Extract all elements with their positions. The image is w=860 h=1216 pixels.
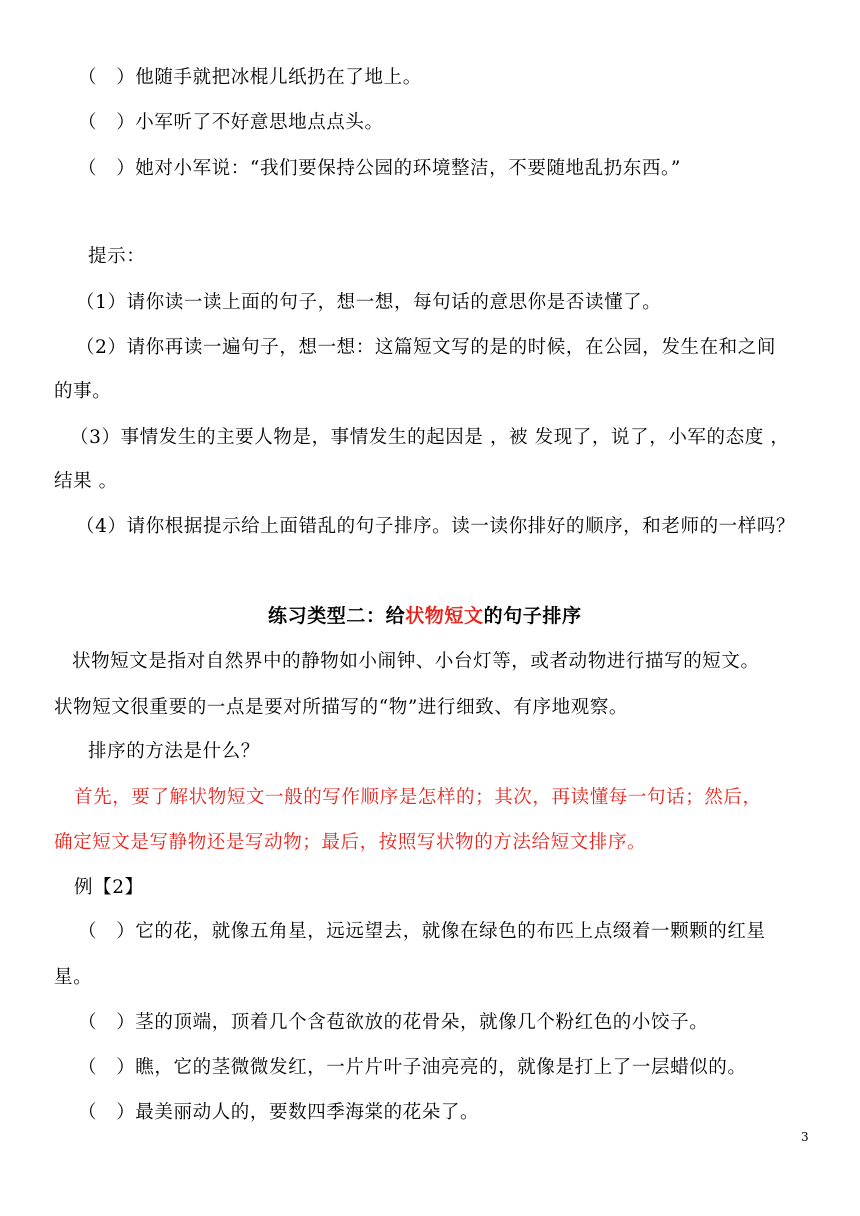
hint-label: 提示：: [88, 246, 146, 267]
list-item: （ ）瞧，它的茎微微发红，一片片叶子油亮亮的，就像是打上了一层蜡似的。: [78, 1057, 747, 1078]
intro-paragraph-cont: 状物短文很重要的一点是要对所描写的“物”进行细致、有序地观察。: [54, 697, 629, 718]
section-title-prefix: 练习类型二：给: [268, 605, 406, 627]
hint-item-2: （2）请你再读一遍句子，想一想：这篇短文写的是的时候，在公园，发生在和之间: [76, 337, 776, 358]
list-item-cont: 星。: [54, 967, 93, 988]
list-item: （ ）他随手就把冰棍儿纸扔在了地上。: [78, 67, 422, 88]
method-question: 排序的方法是什么？: [88, 741, 260, 762]
method-answer-cont: 确定短文是写静物还是写动物；最后，按照写状物的方法给短文排序。: [54, 832, 647, 853]
hint-item-1: （1）请你读一读上面的句子，想一想，每句话的意思你是否读懂了。: [76, 292, 662, 313]
hint-item-2-cont: 的事。: [54, 381, 112, 402]
list-item: （ ）它的花，就像五角星，远远望去，就像在绿色的布匹上点缀着一颗颗的红星: [78, 921, 766, 942]
hint-item-3: （3）事情发生的主要人物是，事情发生的起因是 ，被 发现了，说了，小军的态度 ，: [70, 427, 790, 448]
list-item: （ ）小军听了不好意思地点点头。: [78, 112, 384, 133]
page-number: 3: [801, 1130, 809, 1144]
method-answer: 首先，要了解状物短文一般的写作顺序是怎样的；其次，再读懂每一句话；然后，: [74, 787, 762, 808]
hint-item-4: （4）请你根据提示给上面错乱的句子排序。读一读你排好的顺序，和老师的一样吗？: [76, 516, 796, 537]
list-item: （ ）茎的顶端，顶着几个含苞欲放的花骨朵，就像几个粉红色的小饺子。: [78, 1012, 709, 1033]
list-item: （ ）她对小军说：“我们要保持公园的环境整洁，不要随地乱扔东西。”: [78, 158, 681, 179]
intro-paragraph: 状物短文是指对自然界中的静物如小闹钟、小台灯等，或者动物进行描写的短文。: [72, 651, 760, 672]
section-title: [268, 604, 582, 628]
section-title-suffix: 的句子排序: [483, 605, 582, 627]
list-item: （ ）最美丽动人的，要数四季海棠的花朵了。: [78, 1102, 480, 1123]
hint-item-3-cont: 结果 。: [54, 471, 118, 492]
section-title-highlight: 状物短文: [405, 605, 484, 627]
example-label: 例【2】: [74, 877, 144, 898]
